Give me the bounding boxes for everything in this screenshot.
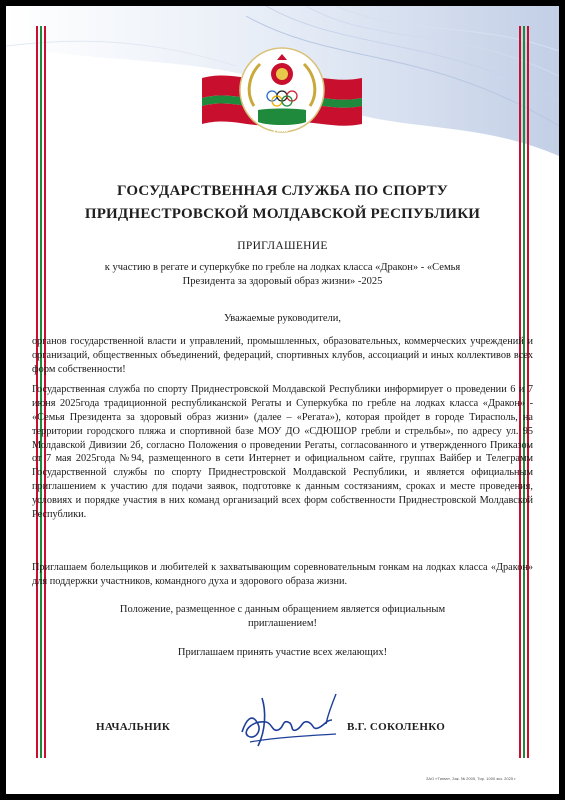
agency-title-line2: ПРИДНЕСТРОВСКОЙ МОЛДАВСКОЙ РЕСПУБЛИКИ [84, 206, 481, 222]
agency-title-line1: ГОСУДАРСТВЕННАЯ СЛУЖБА ПО СПОРТУ [116, 183, 449, 199]
emblem-label: ПМР [273, 125, 291, 134]
official-notice-line1: Положение, размещенное с данным обращением является официальным [119, 604, 446, 615]
invitation-subtitle-line2: Президента за здоровый образ жизни» -2025 [182, 276, 383, 287]
official-notice-line2: приглашением! [248, 618, 317, 629]
print-imprint: ЗАО «Тигва», Зак. № 2005, Тир. 1000 экз. 2025 г. [426, 776, 517, 781]
invitation-subtitle-line1: к участию в регате и суперкубке по гребле на лодках класса «Дракон» - «Семья [104, 262, 461, 273]
handwritten-signature [232, 690, 352, 750]
main-body-paragraph: Государственная служба по спорту Приднестровской Молдавской Республики информирует о проведении 6 и 7 июня 2025года традиционной республиканской Регаты и Суперкубка по гребле на лодках класса «Дракон» - «Семья Президента за здоровый образ жизни» (далее – «Регата»), которая пройдет в городе Тирасполь, на территории городского пляжа и спортивной базе МОУ ДО «СДЮШОР гребли и стрельбы», по адресу ул. 95 Молдавской Дивизии 2б, согласно Положения о проведении Регаты, согласованного и утвержденного Приказом от 7 мая 2025года №94, размещенного в сети Интернет и официальном сайте, группах Вайбер и Телеграмм Государственной службы по спорту Приднестровской Молдавской Республики, и является официальным приглашением к участию для подачи заявок, подготовке к данным состязаниям, сроках и месте проведения, условиях и порядке участия в них команд организаций всех форм собственности Приднестровской Молдавской Республики. [32, 384, 533, 521]
signatory-position: НАЧАЛЬНИК [96, 721, 171, 733]
fans-paragraph: Приглашаем болельщиков и любителей к захватывающим соревновательным гонкам на лодках класса «Дракон» для поддержки участников, командного духа и здорового образа жизни. [32, 562, 533, 587]
closing-line: Приглашаем принять участие всех желающих! [177, 647, 388, 658]
addressees-paragraph: органов государственной власти и управлений, промышленных, образовательных, коммерческих учреждений и организаций, общественных объединений, федераций, спортивных клубов, ассоциаций и иных коллективов всех форм собственности! [32, 336, 533, 375]
greeting: Уважаемые руководители, [224, 313, 341, 324]
signatory-name: В.Г. СОКОЛЕНКО [347, 721, 446, 733]
letterhead-page [6, 6, 559, 794]
invitation-title: ПРИГЛАШЕНИЕ [237, 240, 328, 252]
